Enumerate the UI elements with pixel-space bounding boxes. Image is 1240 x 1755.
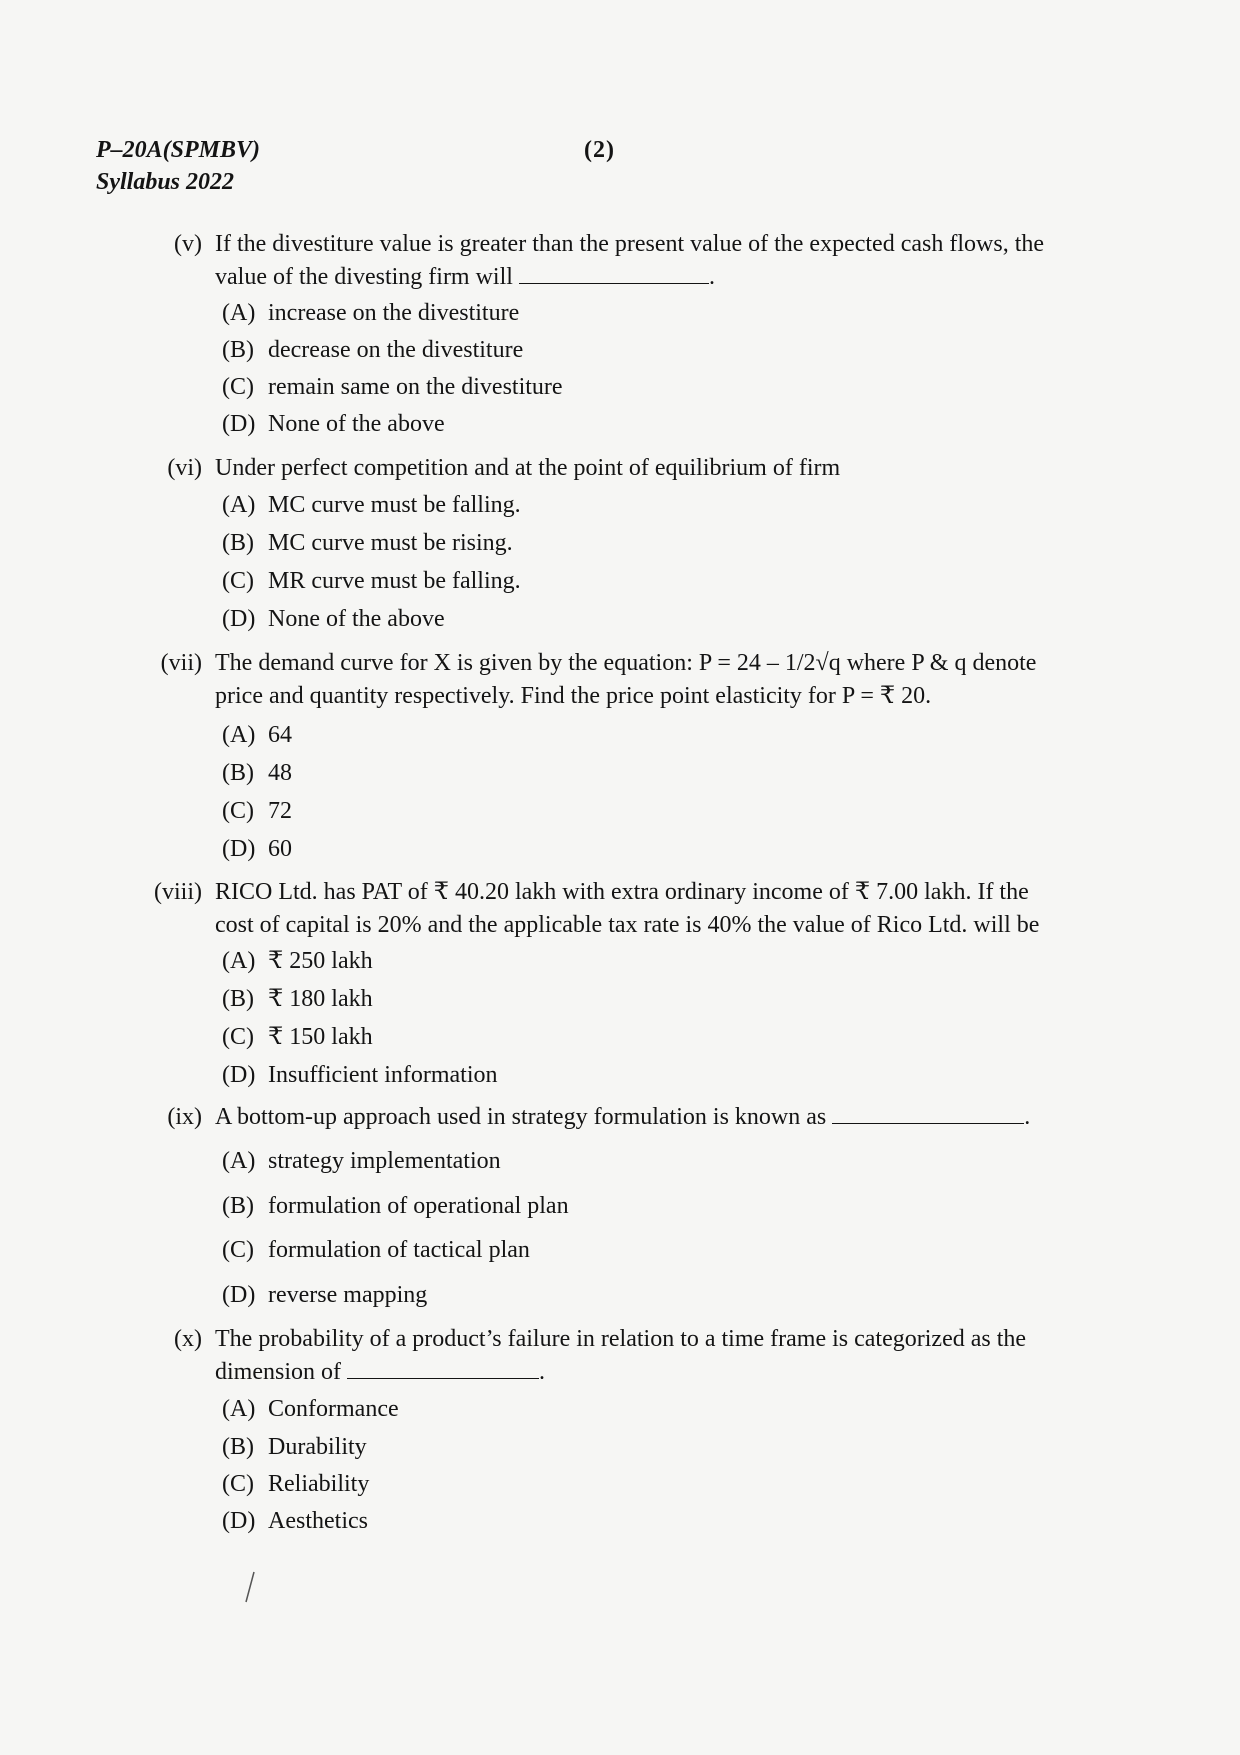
option-text: strategy implementation <box>268 1148 501 1174</box>
question-line: value of the divesting firm will <box>215 264 513 290</box>
option-viii-d[interactable] <box>222 1060 498 1090</box>
question-number: (vi) <box>167 455 202 481</box>
option-vi-c[interactable] <box>222 566 521 596</box>
question-line-end: . <box>708 264 715 290</box>
question-text: Under perfect competition and at the point of equilibrium of firm <box>215 455 841 481</box>
paper-header <box>96 134 260 198</box>
question-text <box>215 647 1125 713</box>
answer-blank <box>519 261 709 284</box>
option-vi-d[interactable] <box>222 604 445 634</box>
question-text <box>215 1323 1125 1389</box>
option-v-a[interactable] <box>222 298 519 328</box>
option-vii-d[interactable] <box>222 834 292 864</box>
answer-blank <box>832 1101 1024 1124</box>
question-line: price and quantity respectively. Find the price point elasticity for P = ₹ 20. <box>215 683 932 709</box>
option-letter: (C) <box>222 798 254 824</box>
option-letter: (C) <box>222 1237 254 1263</box>
question-line: The probability of a product’s failure in relation to a time frame is categorized as the <box>215 1326 1027 1352</box>
option-text: remain same on the divestiture <box>268 374 563 400</box>
option-ix-a[interactable] <box>222 1146 501 1176</box>
option-letter: (D) <box>222 1062 256 1088</box>
option-text: MR curve must be falling. <box>268 568 521 594</box>
option-text: 72 <box>268 798 292 824</box>
option-letter: (D) <box>222 411 256 437</box>
question-line-end: . <box>1024 1104 1031 1130</box>
option-letter: (B) <box>222 760 254 786</box>
option-letter: (C) <box>222 374 254 400</box>
option-letter: (D) <box>222 1508 256 1534</box>
option-letter: (D) <box>222 1282 256 1308</box>
question-text <box>215 228 1125 294</box>
option-letter: (C) <box>222 568 254 594</box>
option-letter: (A) <box>222 300 256 326</box>
question-number: (v) <box>174 231 202 257</box>
option-text: 64 <box>268 722 292 748</box>
option-viii-a[interactable] <box>222 946 373 976</box>
question-line: cost of capital is 20% and the applicable tax rate is 40% the value of Rico Ltd. will be <box>215 912 1040 938</box>
option-text: ₹ 250 lakh <box>268 948 373 974</box>
option-ix-b[interactable] <box>222 1191 569 1221</box>
question-x <box>0 1323 1240 1393</box>
option-vi-a[interactable] <box>222 490 521 520</box>
option-letter: (B) <box>222 530 254 556</box>
option-text: Durability <box>268 1434 367 1460</box>
option-letter: (D) <box>222 606 256 632</box>
question-number: (ix) <box>167 1104 202 1130</box>
question-ix <box>0 1101 1240 1137</box>
option-text: formulation of operational plan <box>268 1193 569 1219</box>
option-letter: (A) <box>222 1148 256 1174</box>
option-letter: (B) <box>222 1193 254 1219</box>
answer-blank <box>347 1356 539 1379</box>
option-x-b[interactable] <box>222 1432 367 1462</box>
option-viii-c[interactable] <box>222 1022 373 1052</box>
option-ix-d[interactable] <box>222 1280 427 1310</box>
option-text: 48 <box>268 760 292 786</box>
question-line: The demand curve for X is given by the equation: P = 24 – 1/2√q where P & q denote <box>215 650 1037 676</box>
pen-mark <box>240 1568 260 1608</box>
option-x-c[interactable] <box>222 1469 369 1499</box>
option-text: ₹ 180 lakh <box>268 986 373 1012</box>
question-vi <box>0 452 1240 488</box>
question-line: dimension of <box>215 1359 341 1385</box>
option-text: ₹ 150 lakh <box>268 1024 373 1050</box>
question-line-end: . <box>539 1359 545 1385</box>
option-text: formulation of tactical plan <box>268 1237 530 1263</box>
option-x-a[interactable] <box>222 1394 399 1424</box>
option-v-d[interactable] <box>222 409 445 439</box>
option-vii-c[interactable] <box>222 796 292 826</box>
option-text: Conformance <box>268 1396 399 1422</box>
option-vi-b[interactable] <box>222 528 513 558</box>
question-number: (x) <box>174 1326 202 1352</box>
option-text: decrease on the divestiture <box>268 337 524 363</box>
question-line: If the divestiture value is greater than the present value of the expected cash flows, the <box>215 231 1045 257</box>
option-ix-c[interactable] <box>222 1235 530 1265</box>
option-v-b[interactable] <box>222 335 523 365</box>
option-text: MC curve must be rising. <box>268 530 513 556</box>
option-letter: (A) <box>222 722 256 748</box>
option-vii-b[interactable] <box>222 758 292 788</box>
option-text: 60 <box>268 836 292 862</box>
syllabus-year: Syllabus 2022 <box>96 169 235 195</box>
option-text: Reliability <box>268 1471 370 1497</box>
question-v <box>0 228 1240 298</box>
option-letter: (D) <box>222 836 256 862</box>
option-letter: (B) <box>222 1434 254 1460</box>
option-text: Aesthetics <box>268 1508 368 1534</box>
option-viii-b[interactable] <box>222 984 373 1014</box>
question-line: A bottom-up approach used in strategy formulation is known as <box>215 1104 827 1130</box>
option-text: None of the above <box>268 606 445 632</box>
paper-code: P–20A(SPMBV) <box>96 137 261 163</box>
option-text: increase on the divestiture <box>268 300 520 326</box>
page-number: (2) <box>584 137 615 163</box>
question-vii <box>0 647 1240 717</box>
option-letter: (A) <box>222 948 256 974</box>
question-text <box>215 1101 1125 1134</box>
option-text: MC curve must be falling. <box>268 492 521 518</box>
option-vii-a[interactable] <box>222 720 292 750</box>
option-v-c[interactable] <box>222 372 563 402</box>
option-letter: (A) <box>222 492 256 518</box>
question-text <box>215 876 1125 942</box>
option-text: None of the above <box>268 411 445 437</box>
option-text: Insufficient information <box>268 1062 498 1088</box>
option-letter: (A) <box>222 1396 256 1422</box>
question-number: (viii) <box>154 879 202 905</box>
option-text: reverse mapping <box>268 1282 428 1308</box>
question-line: RICO Ltd. has PAT of ₹ 40.20 lakh with extra ordinary income of ₹ 7.00 lakh. If the <box>215 879 1029 905</box>
option-x-d[interactable] <box>222 1506 368 1536</box>
question-viii <box>0 876 1240 946</box>
option-letter: (B) <box>222 986 254 1012</box>
option-letter: (C) <box>222 1471 254 1497</box>
option-letter: (B) <box>222 337 254 363</box>
option-letter: (C) <box>222 1024 254 1050</box>
question-number: (vii) <box>160 650 202 676</box>
